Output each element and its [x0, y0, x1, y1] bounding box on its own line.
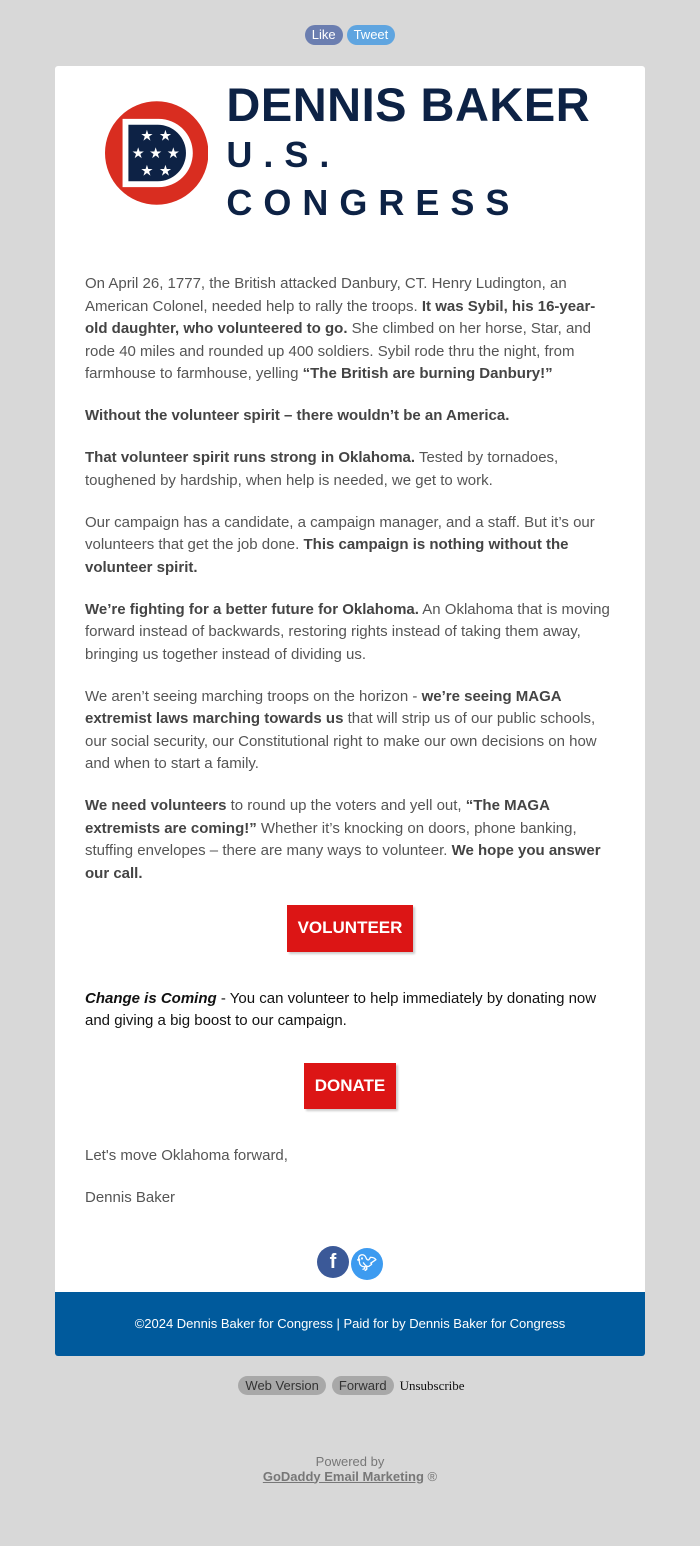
svg-text:★: ★	[149, 144, 163, 162]
svg-text:★: ★	[166, 144, 180, 162]
svg-text:★: ★	[131, 144, 145, 162]
logo-name: DENNIS BAKER	[226, 78, 591, 131]
bold-text: We need volunteers	[85, 797, 227, 814]
powered-by	[0, 1395, 700, 1504]
change-lead: Change is Coming	[85, 989, 217, 1007]
like-button[interactable]: Like	[305, 25, 343, 45]
godaddy-link[interactable]: GoDaddy Email Marketing	[262, 1468, 424, 1484]
svg-text:★: ★	[140, 162, 154, 180]
body-paragraph	[85, 405, 615, 428]
text: An Oklahoma that is moving forward instead of backwards, restoring rights instead of taking them away, bringing us together instead of dividing us.	[85, 600, 610, 663]
body-paragraph	[85, 273, 615, 386]
text: On April 26, 1777, the British attacked Danbury, CT. Henry Ludington, an American Colonel, needed help to rally the troops.	[85, 275, 567, 315]
footer: ©2024 Dennis Baker for Congress | Paid for by Dennis Baker for Congress	[55, 1292, 645, 1356]
text: We aren’t seeing marching troops on the horizon -	[85, 687, 422, 705]
body-paragraph	[85, 795, 615, 885]
text: that will strip us of our public schools, our social security, our Constitutional right to make our own decisions on how and when to start a family.	[85, 710, 597, 772]
bold-text: “The British are burning Danbury!”	[302, 365, 553, 382]
text: She climbed on her horse, Star, and rode 40 miles and rounded up 400 soldiers. Sybil rode thru the night, from farmhouse to farmhouse, yelling	[85, 320, 591, 382]
web-version-link[interactable]: Web Version	[238, 1376, 325, 1395]
powered-label: Powered by	[315, 1453, 385, 1469]
text: Our campaign has a candidate, a campaign manager, and a staff. But it’s our volunteers that get the job done.	[85, 513, 595, 553]
bold-text: we’re seeing MAGA extremist laws marching towards us	[85, 687, 562, 727]
donate-button[interactable]: DONATE	[304, 1063, 397, 1110]
bold-text: “The MAGA extremists are coming!”	[85, 797, 550, 837]
signature: Dennis Baker	[85, 1189, 176, 1206]
registered-mark: ®	[423, 1468, 438, 1484]
logo-emblem-icon	[105, 100, 208, 206]
share-bar	[0, 0, 700, 66]
svg-text:★: ★	[158, 162, 173, 180]
text: Whether it’s knocking on doors, phone banking, stuffing envelopes – there are many ways to volunteer.	[85, 819, 577, 859]
svg-text:★: ★	[158, 127, 173, 145]
twitter-icon[interactable]: 🐦︎	[351, 1248, 383, 1280]
facebook-icon[interactable]: f	[317, 1246, 349, 1278]
logo-office: U.S. CONGRESS	[226, 134, 521, 223]
body-paragraph	[85, 512, 615, 580]
bold-text: We’re fighting for a better future for Oklahoma.	[85, 600, 419, 618]
bold-text: It was Sybil, his 16-year-old daughter, who volunteered to go.	[85, 297, 596, 337]
body-paragraph	[85, 599, 615, 667]
bold-text: This campaign is nothing without the volunteer spirit.	[85, 536, 569, 576]
volunteer-button[interactable]: VOLUNTEER	[287, 905, 414, 952]
forward-link[interactable]: Forward	[332, 1376, 394, 1395]
email-body	[55, 206, 645, 1210]
unsubscribe-link[interactable]: Unsubscribe	[399, 1377, 465, 1393]
change-paragraph	[85, 988, 615, 1033]
bold-text: Without the volunteer spirit – there wouldn’t be an America.	[85, 407, 510, 424]
social-links	[55, 1238, 645, 1292]
body-paragraph	[85, 686, 615, 776]
change-text: - You can volunteer to help immediately by donating now and giving a big boost to our campaign.	[85, 989, 597, 1029]
signoff: Let's move Oklahoma forward,	[85, 1147, 288, 1164]
email-card	[55, 66, 645, 1292]
text: to round up the voters and yell out,	[226, 797, 466, 814]
tweet-button[interactable]: Tweet	[347, 25, 396, 45]
bold-text: We hope you answer our call.	[85, 842, 601, 882]
text: Tested by tornadoes, toughened by hardship, when help is needed, we get to work.	[85, 449, 559, 489]
body-paragraph	[85, 447, 615, 492]
bold-text: That volunteer spirit runs strong in Oklahoma.	[85, 449, 416, 466]
footer-links	[0, 1356, 700, 1395]
svg-text:★: ★	[140, 127, 154, 145]
logo	[55, 66, 645, 223]
